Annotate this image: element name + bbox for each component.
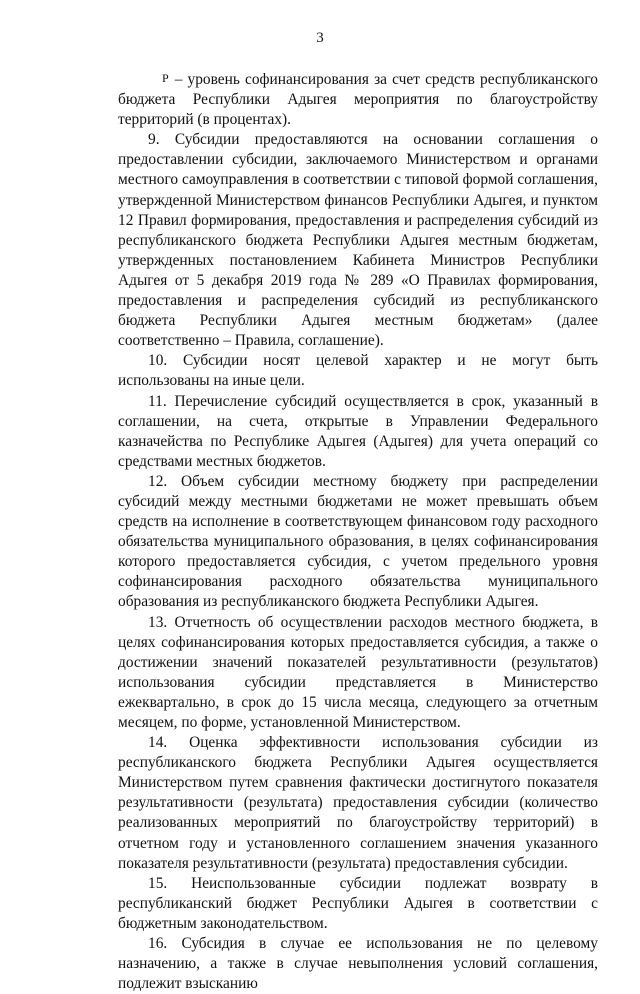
paragraph-13: 13. Отчетность об осуществлении расходов местного бюджета, в целях софинансирования которых предоставляется субсидия, а также о достижении значений показателей результативности (результатов) использования субсидии представляется в Министерство ежеквартально, в срок до 15 числа месяца, следующего за отчетным месяцем, по форме, установленной Министерством.: [118, 613, 598, 731]
document-body: [118, 68, 598, 994]
paragraph-14: 14. Оценка эффективности использования субсидии из республиканского бюджета Республики Адыгея осуществляется Министерством путем сравнения фактически достигнутого показателя результативности (результата) предоставления субсидии (количество реализованных мероприятий по благоустройству территорий) в отчетном году и установленного соглашением значения указанного показателя результативности (результата) предоставления субсидии.: [118, 734, 598, 872]
page-number: 3: [316, 30, 324, 46]
paragraph-11: 11. Перечисление субсидий осуществляется в срок, указанный в соглашении, на счета, открытые в Управлении Федерального казначейства по Республике Адыгея (Адыгея) для учета операций со средствами местных бюджетов.: [118, 392, 598, 470]
paragraph-9: 9. Субсидии предоставляются на основании соглашения о предоставлении субсидии, заключаемого Министерством и органами местного самоуправления в соответствии с типовой формой соглашения, утвержденной Министерством финансов Республики Адыгея, и пунктом 12 Правил формирования, предоставления и распределения субсидий из республиканского бюджета Республики Адыгея местным бюджетам, утвержденных постановлением Кабинета Министров Республики Адыгея от 5 декабря 2019 года № 289 «О Правилах формирования, предоставления и распределения субсидий из республиканского бюджета Республики Адыгея местным бюджетам» (далее соответственно – Правила, соглашение).: [118, 131, 598, 350]
variable-p-symbol: P: [162, 71, 169, 85]
variable-p-description: – уровень софинансирования за счет средств республиканского бюджета Республики Адыгея мероприятия по благоустройству территорий (в процентах).: [118, 71, 598, 129]
paragraph-10: 10. Субсидии носят целевой характер и не могут быть использованы на иные цели.: [118, 352, 598, 390]
paragraph-15: 15. Неиспользованные субсидии подлежат возврату в республиканский бюджет Республики Адыгея в соответствии с бюджетным законодательством.: [118, 874, 598, 932]
paragraph-16: 16. Субсидия в случае ее использования не по целевому назначению, а также в случае невыполнения условий соглашения, подлежит взысканию: [118, 935, 598, 993]
paragraph-p-definition: [118, 68, 598, 130]
paragraph-12: 12. Объем субсидии местному бюджету при распределении субсидий между местными бюджетами не может превышать объем средств на исполнение в соответствующем финансовом году расходного обязательства муниципального образования, в целях софинансирования которого предоставляется субсидия, с учетом предельного уровня софинансирования расходного обязательства муниципального образования из республиканского бюджета Республики Адыгея.: [118, 472, 598, 611]
